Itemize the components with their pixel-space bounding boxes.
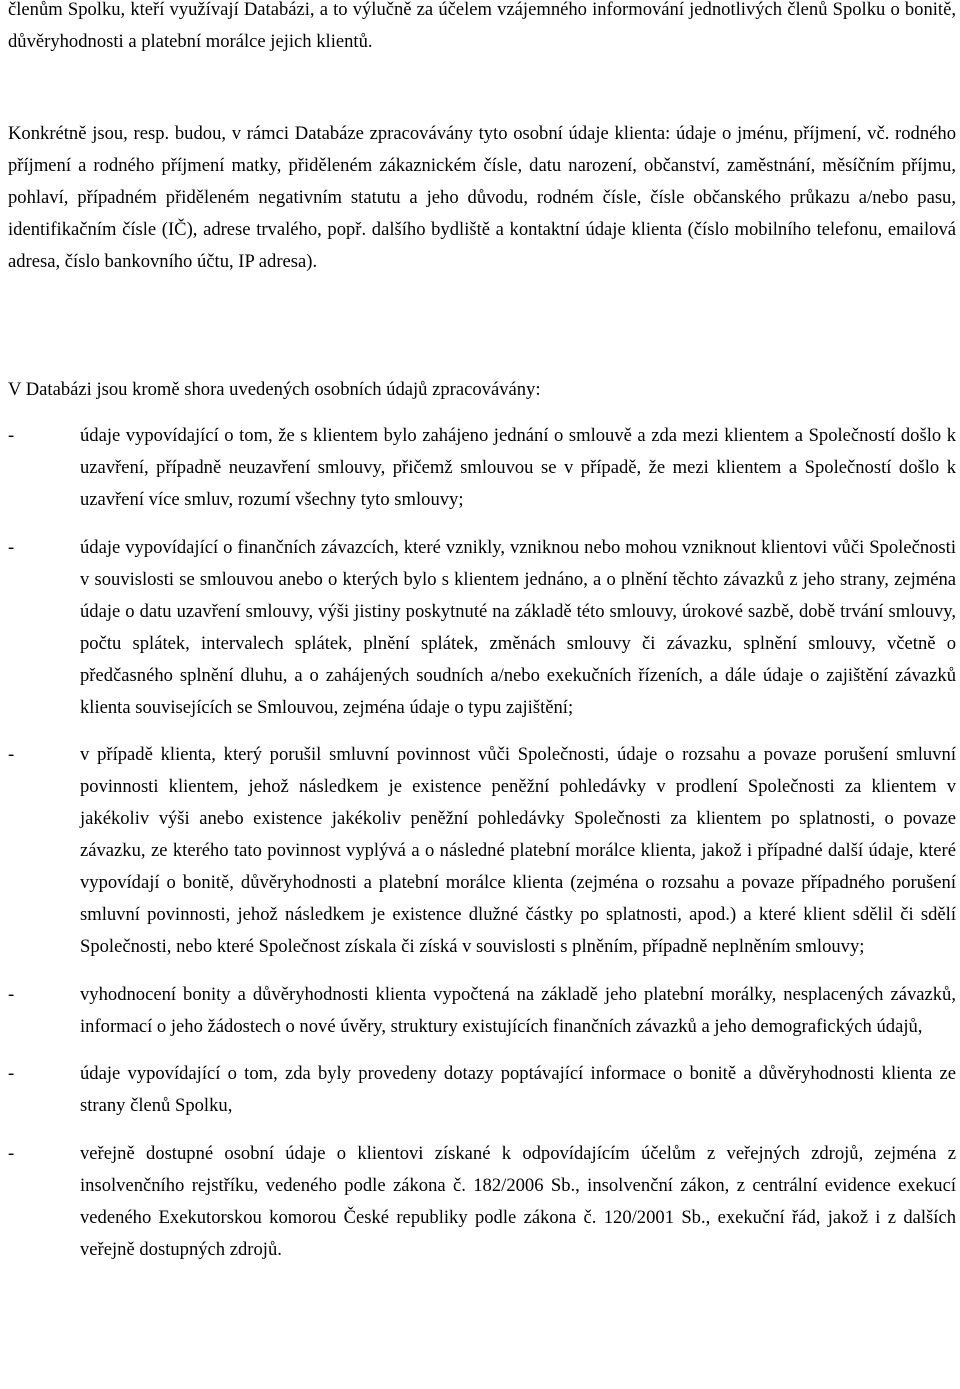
list-item [8, 1058, 956, 1122]
list-item-text: veřejně dostupné osobní údaje o klientovi získané k odpovídajícím účelům z veřejných zdrojů, zejména z insolvenčního rejstříku, vedeného podle zákona č. 182/2006 Sb., insolvenční zákon, z centrální evidence exekucí vedeného Exekutorskou komorou České republiky podle zákona č. 120/2001 Sb., exekuční řád, jakož i z dalších veřejně dostupných zdrojů. [80, 1142, 956, 1260]
list-item [8, 979, 956, 1043]
paragraph-personal-data: Konkrétně jsou, resp. budou, v rámci Databáze zpracovávány tyto osobní údaje klienta: údaje o jménu, příjmení, vč. rodného příjmení a rodného příjmení matky, přiděleném zákaznickém čísle, datu narození, občanství, zaměstnání, měsíčním příjmu, pohlaví, případném přiděleném negativním statutu a jeho důvodu, rodném čísle, čísle občanského průkazu a/nebo pasu, identifikačním čísle (IČ), adrese trvalého, popř. dalšího bydliště a kontaktní údaje klienta (číslo mobilního telefonu, emailová adresa, číslo bankovního účtu, IP adresa). [8, 123, 956, 272]
list-item-text: údaje vypovídající o tom, zda byly provedeny dotazy poptávající informace o bonitě a důvěryhodnosti klienta ze strany členů Spolku, [80, 1063, 956, 1116]
list-dash: - [8, 983, 15, 1005]
list-item [8, 1138, 956, 1266]
list-item-text: údaje vypovídající o tom, že s klientem bylo zahájeno jednání o smlouvě a zda mezi klientem a Společností došlo k uzavření, případně neuzavření smlouvy, přičemž smlouvou se v případě, že mezi klientem a Společností došlo k uzavření více smluv, rozumí všechny tyto smlouvy; [80, 425, 956, 510]
list-dash: - [8, 536, 15, 558]
paragraph-list-intro: V Databázi jsou kromě shora uvedených osobních údajů zpracovávány: [8, 379, 541, 400]
list-item [8, 420, 956, 516]
processed-data-list [8, 420, 956, 1281]
list-dash: - [8, 1063, 15, 1084]
list-item-text: v případě klienta, který porušil smluvní povinnost vůči Společnosti, údaje o rozsahu a povaze porušení smluvní povinnosti klientem, jehož následkem je existence peněžní pohledávky v prodlení Společnosti za klientem v jakékoliv výši anebo existence jakékoliv peněžní pohledávky Společnosti za klientem po splatnosti, o povaze závazku, ze kterého tato povinnost vyplývá a o následné platební morálce klienta, jakož i případné další údaje, které vypovídají o bonitě, důvěryhodnosti a platební morálce klienta (zejména o rozsahu a povaze případného porušení smluvní povinnosti, jehož následkem je existence dlužné částky po splatnosti, apod.) a které klient sdělil či sdělí Společnosti, nebo které Společnost získala či získá v souvislosti s plněním, případně neplněním smlouvy; [80, 744, 956, 957]
list-dash: - [8, 1142, 15, 1164]
list-item [8, 532, 956, 724]
paragraph-continuation: členům Spolku, kteří využívají Databázi, a to výlučně za účelem vzájemného informování jednotlivých členů Spolku o bonitě, důvěryhodnosti a platební morálce jejich klientů. [8, 0, 956, 52]
list-item [8, 739, 956, 963]
list-dash: - [8, 744, 15, 765]
list-item-text: údaje vypovídající o finančních závazcích, které vznikly, vzniknou nebo mohou vzniknout klientovi vůči Společnosti v souvislosti se smlouvou anebo o kterých bylo s klientem jednáno, a o plnění těchto závazků z jeho strany, zejména údaje o datu uzavření smlouvy, výši jistiny poskytnuté na základě této smlouvy, úrokové sazbě, době trvání smlouvy, počtu splátek, intervalech splátek, plnění splátek, změnách smlouvy či závazku, splnění smlouvy, včetně o předčasného splnění dluhu, a o zahájených soudních a/nebo exekučních řízeních, a dále údaje o zajištění závazků klienta souvisejících se Smlouvou, zejména údaje o typu zajištění; [80, 536, 956, 718]
list-dash: - [8, 425, 15, 446]
list-item-text: vyhodnocení bonity a důvěryhodnosti klienta vypočtená na základě jeho platební morálky, nesplacených závazků, informací o jeho žádostech o nové úvěry, struktury existujících finančních závazků a jeho demografických údajů, [80, 983, 956, 1037]
